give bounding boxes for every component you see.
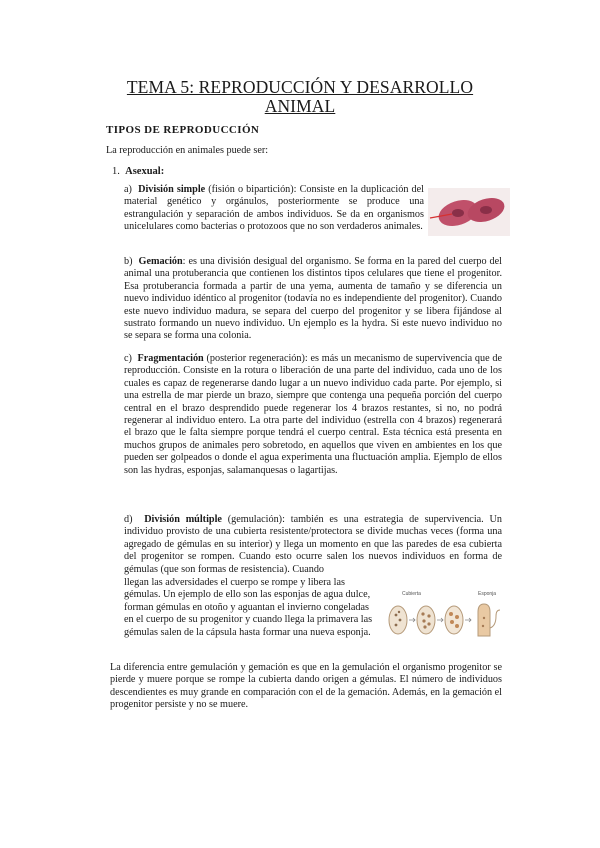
figure-label-cubierta: Cubierta	[402, 591, 421, 597]
figure-label-esponja: Esponja	[478, 591, 497, 597]
section-letter: a)	[124, 184, 132, 195]
section-division-multiple-continued: llegan las adversidades el cuerpo se rompe y libera las gémulas. Un ejemplo de ello son las esponjas de agua dulce, forman gémulas en otoño y aguantan el invierno congeladas en el cuerpo de su progenitor y cuando llega la primavera las gémulas salen de la cápsula hasta formar una nueva esponja.	[124, 577, 373, 638]
section-text: (posterior regeneración): es más un mecanismo de supervivencia que de reproducción. Consiste en la rotura o liberación de una parte del individuo, cada uno de los cuales es capaz de regenerarse dando lugar a un nuevo individuo cada parte. Por ejemplo, si una estrella de mar pierde un brazo, siempre que contenga una pequeña porción del cuerpo central en el brazo desprendido puede regenerar los 4 brazos restantes, si no, no podrá regenerar al individuo entero. La otra parte del individuo (estrella con 4 brazos) regenerará el brazo que le falta siempre porque tendrá el cuerpo central. Esta técnica está presenta en muchos grupos de animales pero sobretodo, en aquellos que viven en ambientes en los que pueden ser golpeados o donde el agua experimenta una fluctuación amplia. Ejemplo de ellos son las hydras, esponjas, salamanquesas o lagartijas.	[124, 353, 503, 476]
list-number: 1.	[112, 166, 120, 177]
gemmule-illustration	[386, 588, 506, 642]
section-term: Gemación	[138, 256, 183, 267]
final-paragraph: La diferencia entre gemulación y gemación es que en la gemulación el organismo progenitor se pierde y muere porque se rompe la cubierta dando origen a gémulas. El número de individuos descendientes es muy grande en comparación con el de la gemación. Además, en la gemación el progenitor persiste y no se muere.	[110, 662, 502, 711]
binary-fission-illustration	[428, 188, 510, 236]
section-term: División múltiple	[144, 514, 222, 525]
section-term: Fragmentación	[137, 353, 204, 364]
section-division-simple	[124, 184, 424, 234]
page-title: TEMA 5: REPRODUCCIÓN Y DESARROLLO ANIMAL	[126, 77, 474, 116]
section-letter: c)	[124, 353, 132, 364]
section-letter: d)	[124, 514, 133, 525]
section-heading: TIPOS DE REPRODUCCIÓN	[106, 124, 260, 136]
list-label: Asexual:	[125, 166, 165, 177]
section-letter: b)	[124, 256, 133, 267]
section-fragmentacion	[124, 353, 502, 477]
section-text: : es una división desigual del organismo. Se forma en la pared del cuerpo del animal una protuberancia que contienen los distintos tipos celulares que tiene el progenitor. Esa protuberancia formada a partir de una yema, aumenta de tamaño y se diferencia un nuevo individuo idéntico al progenitor (todavía no es independiente del progenitor). Cuando este nuevo individuo madura, se separa del cuerpo del progenitor y se libera fijándose al sustrato formando un nuevo individuo. Un ejemplo es la hydra. Si este nuevo individuo no se separa se forma una colonia.	[124, 256, 503, 342]
section-term: División simple	[138, 184, 206, 195]
intro-paragraph: La reproducción en animales puede ser:	[106, 145, 269, 156]
list-item-asexual	[112, 166, 164, 178]
section-text: (gemulación): también es una estrategia de supervivencia. Un individuo provisto de una cubierta resistente/protectora se divide muchas veces (forma una agregado de gémulas en su interior) y llega un momento en que las paredes de esa cubierta del progenitor se rompen. Cuando esto ocurre salen los nuevos individuos en forma de gémulas (que son formas de resistencia). Cuando	[124, 514, 503, 575]
section-division-multiple	[124, 514, 502, 576]
section-gemacion	[124, 256, 502, 343]
section-text: (fisión o bipartición): Consiste en la duplicación del material genético y orgánulos, posteriormente se produce una estrangulación y separación de ambos individuos. Se da en organismos unicelulares como bacterias o protozoos que no son verdaderos animales.	[124, 184, 424, 233]
